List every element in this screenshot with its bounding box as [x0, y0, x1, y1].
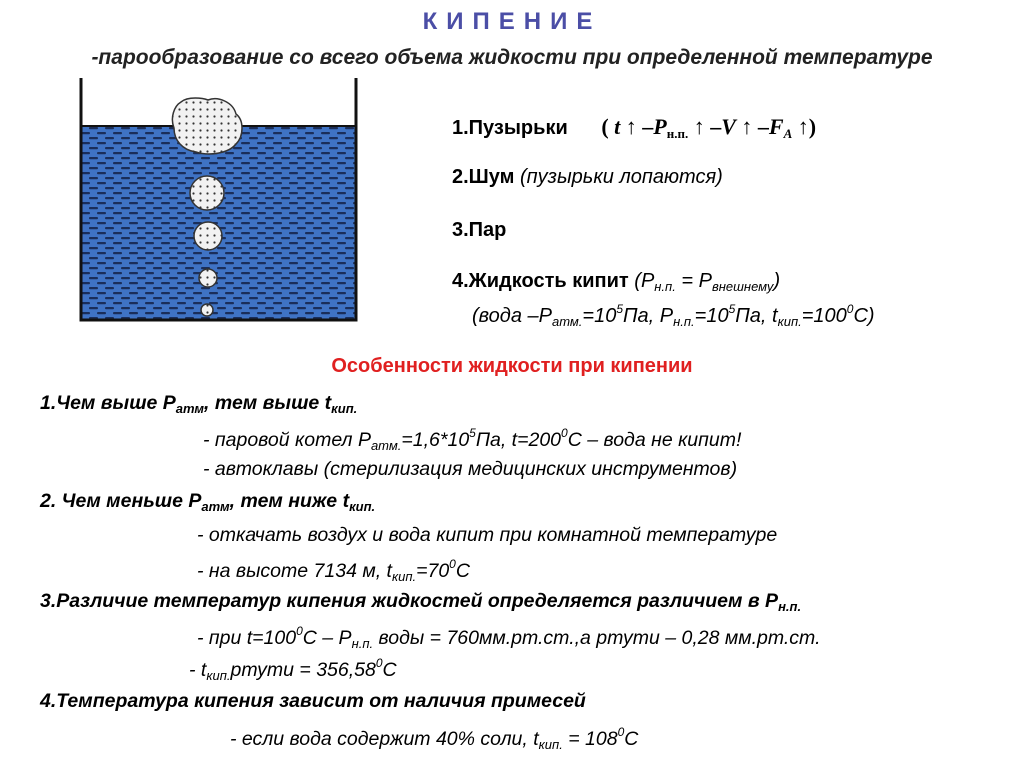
section-title: Особенности жидкости при кипении: [331, 355, 693, 377]
feature-1-line-1: - паровой котел $P_{атм.}=1,6*10^5Па$, $t=200^0C$ – вода не кипит!: [203, 426, 742, 453]
page-title: КИПЕНИЕ: [422, 8, 602, 35]
stage-4-boils: 4.Жидкость кипит $(P_{н.п.} = P_{внешнему})$: [452, 270, 781, 294]
definition-subtitle: -парообразование со всего объема жидкости при определенной температуре: [91, 46, 933, 69]
water-example: (вода $-P_{атм.}=10^5Па$, $P_{н.п.}=10^5Па$, $t_{кип.}=100^0C$): [472, 302, 875, 329]
feature-3-line-1: - при $t=100^0C - P_{н.п.}$ воды = 760мм.рт.ст.,а ртути – 0,28 мм.рт.ст.: [197, 624, 821, 651]
bubble: [201, 304, 213, 316]
feature-2-heading: 2. Чем меньше $P_{атм}$, тем ниже $t_{кип.}$: [40, 490, 376, 514]
feature-4-line-1: - если вода содержит 40% соли, $t_{кип.} = 108^0C$: [230, 725, 639, 752]
feature-2-line-2: - на высоте 7134 м, $t_{кип.}=70^0C$: [197, 557, 470, 584]
bubble: [194, 222, 222, 250]
bubble-large: [172, 98, 242, 154]
stage-2-noise: 2.Шум (пузырьки лопаются): [452, 166, 723, 188]
feature-3-heading: 3.Различие температур кипения жидкостей определяется различием в $P_{н.п.}$: [40, 590, 802, 614]
bubble: [199, 269, 217, 287]
boiling-vessel-diagram: [78, 78, 363, 323]
feature-1-heading: 1.Чем выше $P_{атм}$, тем выше $t_{кип.}$: [40, 392, 358, 416]
feature-3-line-2: - $t_{кип.}ртути = 356,58^0C$: [189, 656, 397, 683]
stage-3-steam: 3.Пар: [452, 219, 507, 241]
feature-2-line-1: - откачать воздух и вода кипит при комнатной температуре: [197, 524, 778, 546]
feature-1-line-2: - автоклавы (стерилизация медицинских инструментов): [203, 458, 738, 480]
stage-1-bubbles: 1.Пузырьки ( t ↑ –Pн.п. ↑ –V ↑ –FA ↑): [452, 114, 817, 141]
feature-4-heading: 4.Температура кипения зависит от наличия примесей: [40, 690, 586, 712]
bubble: [190, 176, 224, 210]
